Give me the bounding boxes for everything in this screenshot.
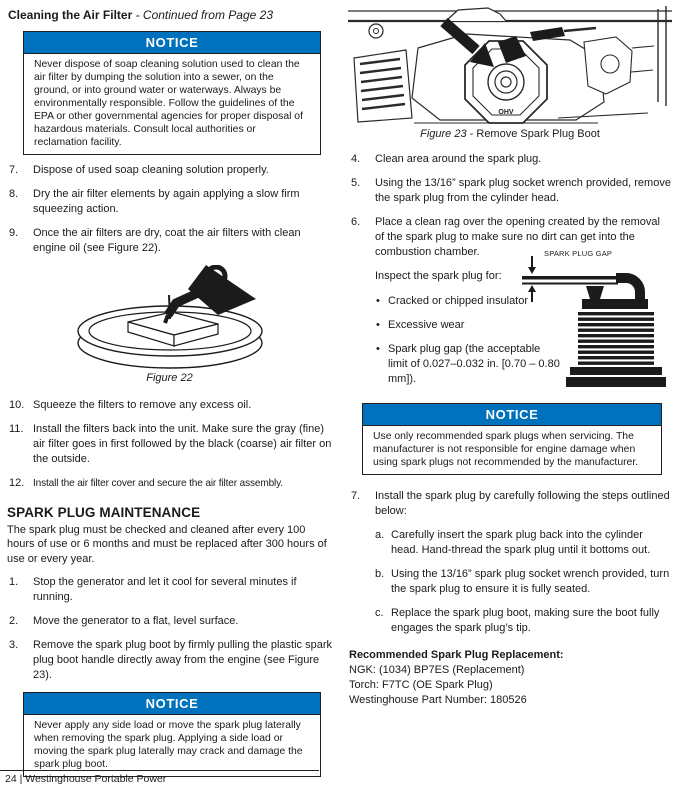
step-number: 9.: [9, 226, 19, 239]
notice-text: Never apply any side load or move the spark plug laterally when removing the spark plug. Applying a side load or moving the spark plug laterally may crack and damage the spark plug boot.: [34, 719, 303, 770]
step-number: 5.: [351, 177, 361, 189]
substep-text: Carefully insert the spark plug back into the cylinder head. Hand-thread the spark plug until it bottoms out.: [391, 528, 651, 556]
list-item: [348, 215, 672, 260]
step-number: 10.: [9, 398, 25, 411]
list-item: [348, 152, 672, 167]
notice-text: Never dispose of soap cleaning solution used to clean the air filter by dumping the solution into a sewer, on the ground, or into ground water or waterways. Always be environmentally responsible. Follow the guidelines of the EPA or other governmental agencies for proper disposal of hazardous materials. Consult local authorities or reclamation facility.: [34, 58, 303, 148]
continued-note: - Continued from Page 23: [132, 8, 273, 22]
step-text: Using the 13/16” spark plug socket wrench provided, remove the spark plug from the cylinder head.: [375, 177, 671, 204]
oil-pour-illustration: [20, 265, 320, 371]
step-text: Install the spark plug by carefully following the steps outlined below:: [375, 489, 670, 517]
bullet-text: Cracked or chipped insulator: [388, 295, 529, 307]
notice-header: NOTICE: [24, 32, 320, 54]
install-substeps: [375, 528, 672, 636]
step-number: 4.: [351, 153, 361, 165]
list-item: [6, 476, 333, 491]
substep-text: Using the 13/16” spark plug socket wrench provided, turn the spark plug to ensure it is fully seated.: [391, 567, 670, 595]
step-text: Once the air filters are dry, coat the air filters with clean engine oil (see Figure 22).: [33, 226, 301, 254]
replacement-heading: Recommended Spark Plug Replacement:: [349, 648, 564, 661]
step-text: Clean area around the spark plug.: [375, 153, 542, 165]
right-column: [348, 6, 672, 777]
footer-text: 24 | Westinghouse Portable Power: [5, 773, 167, 785]
spark-plug-step-7: [348, 489, 672, 636]
step-text: Move the generator to a flat, level surface.: [33, 615, 239, 627]
page-footer: [0, 770, 319, 785]
list-item: [375, 606, 672, 636]
notice-box-recommended-plugs: [362, 403, 662, 475]
step-text: Install the air filter cover and secure the air filter assembly.: [33, 477, 283, 489]
left-column: [6, 6, 333, 777]
list-item: [6, 226, 333, 256]
substep-letter: c.: [375, 606, 384, 619]
replacement-line: Westinghouse Part Number: 180526: [349, 693, 527, 706]
figure-22: [6, 265, 333, 384]
spark-plug-steps-1-3: [6, 575, 333, 683]
list-item: [348, 489, 672, 519]
list-item: [375, 528, 672, 558]
spark-plug-gap-label: SPARK PLUG GAP: [544, 249, 613, 258]
step-text: Dispose of used soap cleaning solution properly.: [33, 163, 269, 176]
notice-text: Use only recommended spark plugs when servicing. The manufacturer is not responsible for engine damage when using spark plugs not recommended by the manufacturer.: [373, 430, 639, 468]
bullet-glyph: •: [376, 295, 380, 307]
step-text: Remove the spark plug boot by firmly pulling the plastic spark plug boot handle directly away from the engine (see Figure 23).: [33, 639, 332, 681]
list-item: [6, 187, 333, 217]
list-item: [6, 422, 333, 467]
step-text: Place a clean rag over the opening created by the removal of the spark plug to make sure no dirt can get into the combustion chamber.: [375, 216, 660, 258]
figure-22-caption: Figure 22: [146, 371, 193, 384]
substep-letter: a.: [375, 528, 385, 541]
substep-letter: b.: [375, 567, 385, 580]
figure-23: [348, 6, 672, 140]
list-item: [6, 398, 333, 413]
list-item: [6, 163, 333, 178]
notice-box-side-load: [23, 692, 321, 777]
bullet-glyph: •: [376, 319, 380, 331]
step-number: 2.: [9, 615, 19, 627]
step-number: 3.: [9, 639, 19, 651]
step-number: 1.: [9, 576, 19, 588]
step-number: 7.: [9, 163, 19, 176]
section-title: Cleaning the Air Filter: [8, 8, 133, 22]
notice-header: NOTICE: [363, 404, 661, 426]
figure-23-title: - Remove Spark Plug Boot: [466, 128, 600, 140]
list-item: [348, 176, 672, 206]
replacement-line: NGK: (1034) BP7ES (Replacement): [349, 663, 525, 676]
step-number: 11.: [9, 422, 24, 435]
spark-plug-steps-4-6: [348, 152, 672, 260]
step-number: 12.: [9, 476, 25, 489]
ground-electrode: [522, 276, 618, 280]
air-filter-steps: [6, 163, 333, 256]
step-number: 7.: [351, 489, 361, 502]
step-text: Dry the air filter elements by again applying a slow firm squeezing action.: [33, 187, 300, 215]
spark-plug-maintenance-heading: SPARK PLUG MAINTENANCE: [7, 504, 201, 520]
spark-plug-illustration: [520, 255, 672, 387]
spark-plug-diagram: [520, 249, 672, 387]
step-text: Squeeze the filters to remove any excess oil.: [33, 398, 252, 411]
air-filter-steps-continued: [6, 398, 333, 491]
list-item: [375, 567, 672, 597]
center-electrode: [586, 286, 604, 299]
step-number: 6.: [351, 216, 361, 228]
step-text: Stop the generator and let it cool for several minutes if running.: [33, 576, 297, 603]
engine-illustration: [348, 6, 672, 124]
page-title: [8, 8, 333, 22]
spark-plug-maintenance-intro: The spark plug must be checked and cleaned after every 100 hours of use or 6 months and must be replaced after 300 hours of use or every year.: [7, 523, 327, 565]
bullet-text: Excessive wear: [388, 319, 465, 331]
inspect-intro: Inspect the spark plug for:: [375, 270, 502, 282]
list-item: [6, 575, 333, 605]
list-item: [6, 638, 333, 683]
bullet-text: Spark plug gap (the acceptable limit of 0.027–0.032 in. [0.70 – 0.80 mm]).: [388, 343, 560, 385]
list-item: [6, 614, 333, 629]
step-text: Install the filters back into the unit. Make sure the gray (fine) air filter goes in first followed by the black (coarse) air filter on the outside.: [33, 422, 332, 465]
notice-box-disposal: [23, 31, 321, 155]
inspect-block: [375, 249, 672, 393]
step-number: 8.: [9, 187, 19, 200]
replacement-info: [349, 648, 672, 708]
replacement-line: Torch: F7TC (OE Spark Plug): [349, 678, 493, 691]
bullet-glyph: •: [376, 343, 380, 355]
figure-23-label: Figure 23: [420, 128, 467, 140]
substep-text: Replace the spark plug boot, making sure the boot fully engages the spark plug’s tip.: [391, 606, 660, 634]
notice-header: NOTICE: [24, 693, 320, 715]
figure-23-caption: [348, 128, 672, 140]
engine-label: OHV: [498, 109, 514, 116]
